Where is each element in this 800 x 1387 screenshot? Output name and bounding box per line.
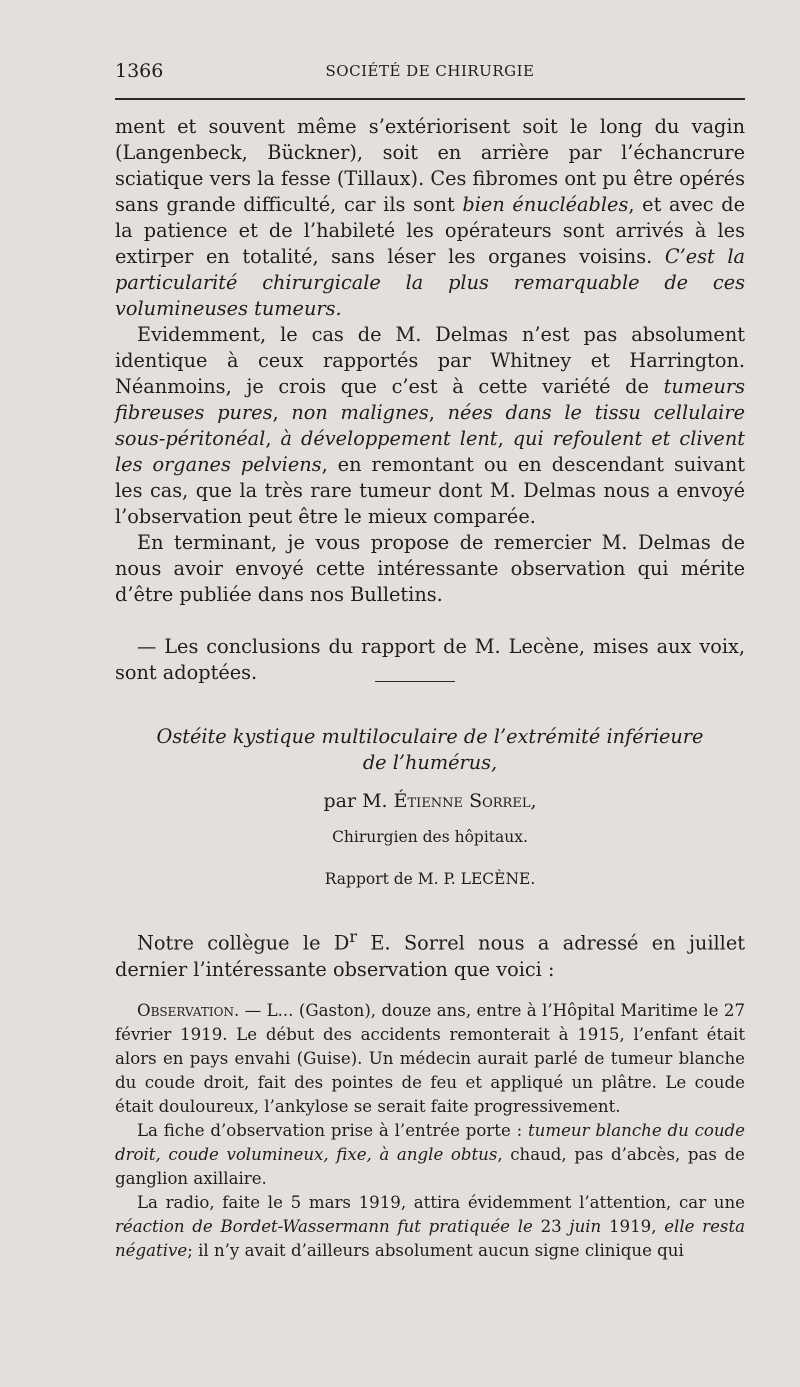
emphasis-span: elle resta négative [115, 1217, 746, 1260]
text-span: La fiche d’observation prise à l’entrée porte : [137, 1121, 528, 1140]
emphasis-span: qui refoulent et clivent les organes pelviens [115, 427, 745, 476]
observation-paragraph-2 [115, 1119, 745, 1191]
emphasis-span: tumeur blanche du coude droit, coude volumineux, fixe, à angle obtus [115, 1121, 745, 1164]
rapport-prefix: Rapport de M. P. [324, 870, 461, 888]
article-title-line-2: de l’humérus, [362, 751, 498, 774]
paragraph-en-terminant: En terminant, je vous propose de remercier M. Delmas de nous avoir envoyé cette intéressante observation qui mérite d’être publiée dans nos Bulletins. [115, 531, 745, 606]
rapporteur-line [115, 870, 745, 888]
text-span: ; il n’y avait d’ailleurs absolument aucun signe clinique qui [187, 1241, 684, 1260]
text-span: , [272, 401, 292, 424]
rapporteur-name: LECÈNE. [460, 870, 536, 888]
paragraph-intro [115, 923, 745, 983]
author-prefix: par M. [323, 790, 394, 812]
author-name: Étienne Sorrel, [393, 790, 537, 812]
text-span: 1919, [601, 1217, 665, 1236]
text-span: E. Sorrel nous a adressé en juillet dernier l’intéressante observation que voici : [115, 931, 745, 982]
page-number: 1366 [115, 60, 164, 82]
report-body [115, 114, 745, 686]
text-span: Evidemment, le cas de M. Delmas n’est pas absolument identique à ceux rapportés par Whitney et Harrington. Néanmoins, je crois que c’est à cette variété de [115, 323, 745, 398]
emphasis-span: tumeurs fibreuses pures [115, 375, 745, 424]
paragraph-evidemment [115, 322, 745, 530]
header-rule [115, 98, 745, 100]
section-separator [375, 681, 455, 682]
text-span: , [497, 427, 513, 450]
article-author [115, 790, 745, 812]
emphasis-span: nées dans le tissu cellulaire sous-péritonéal [115, 401, 745, 450]
page-header [115, 60, 745, 86]
observation-block [115, 999, 745, 1263]
observation-paragraph-3 [115, 1191, 745, 1263]
emphasis-span: bien énucléables [462, 193, 629, 216]
text-span: 23 [532, 1217, 570, 1236]
emphasis-span: C’est la particularité chirurgicale la plus remarquable de ces volumineuses tumeurs. [115, 245, 745, 320]
author-affiliation: Chirurgien des hôpitaux. [332, 828, 528, 846]
paragraph-fibromes [115, 114, 745, 322]
article-title [115, 724, 745, 776]
text-span: , chaud, pas d’abcès, pas de ganglion axillaire. [115, 1145, 745, 1188]
text-span: Notre collègue le D [137, 931, 350, 955]
emphasis-span: non malignes [291, 401, 429, 424]
running-title: SOCIÉTÉ DE CHIRURGIE [325, 62, 535, 80]
text-span: , et avec de la patience et de l’habileté les opérateurs sont arrivés à les extirper en totalité, sans léser les organes voisins. [115, 193, 746, 268]
observation-label: Observation. [137, 1001, 240, 1020]
superscript: r [349, 927, 358, 946]
paragraph-conclusions: — Les conclusions du rapport de M. Lecène, mises aux voix, sont adoptées. [115, 635, 745, 684]
emphasis-span: juin [569, 1217, 602, 1236]
intro-text [115, 923, 745, 983]
emphasis-span: à développement lent [280, 427, 498, 450]
text-span: , [428, 401, 448, 424]
text-span: La radio, faite le 5 mars 1919, attira évidemment l’attention, car une [137, 1193, 745, 1212]
observation-paragraph-1 [115, 999, 745, 1119]
text-span: — L... (Gaston), douze ans, entre à l’Hôpital Maritime le 27 février 1919. Le début des accidents remonterait à 1915, l’enfant était alors en pays envahi (Guise). Un médecin aurait parlé de tumeur blanche du coude droit, fait des pointes de feu et appliqué un plâtre. Le coude était douloureux, l’ankylose se serait faite progressivement. [115, 1001, 745, 1116]
text-span: , en remontant ou en descendant suivant les cas, que la très rare tumeur dont M. Delmas nous a envoyé l’observation peut être le mieux comparée. [115, 453, 745, 528]
text-span: ment et souvent même s’extériorisent soit le long du vagin (Langenbeck, Bückner), soit en arrière par l’échancrure sciatique vers la fesse (Tillaux). Ces fibromes ont pu être opérés sans grande difficulté, car ils sont [115, 115, 745, 216]
article-title-line-1: Ostéite kystique multiloculaire de l’extrémité inférieure [156, 725, 704, 748]
emphasis-span: réaction de Bordet-Wassermann fut pratiquée le [115, 1217, 533, 1236]
text-span: , [265, 427, 281, 450]
